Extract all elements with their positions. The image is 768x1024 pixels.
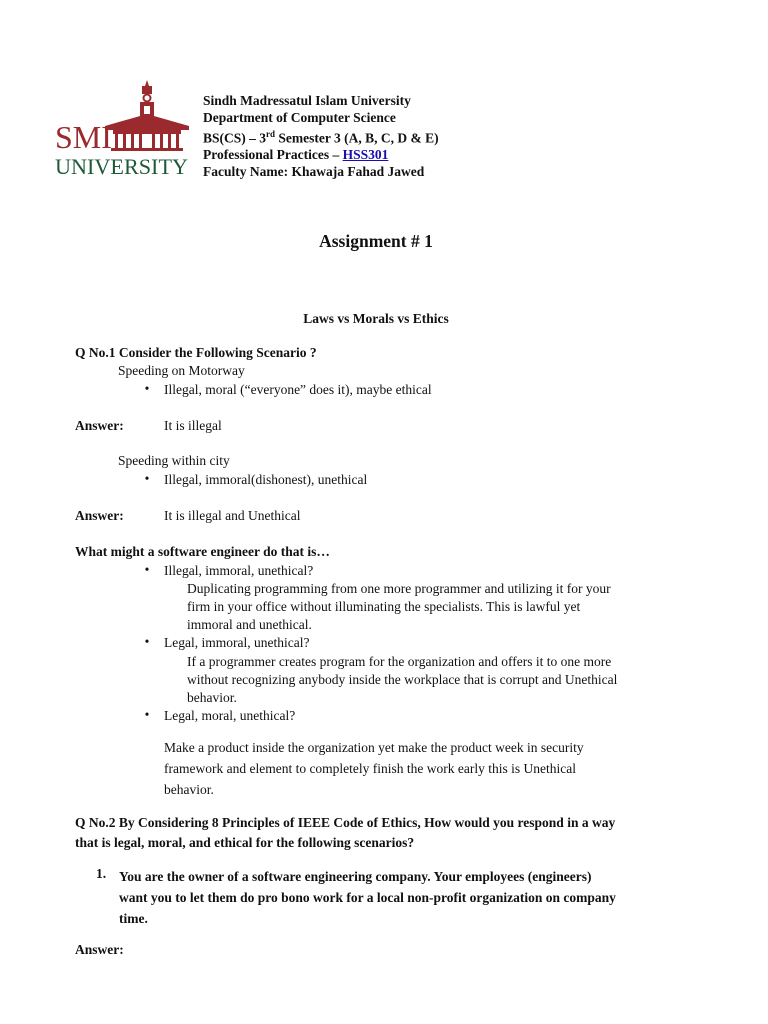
bullet-icon: • — [144, 707, 150, 722]
university-logo — [55, 78, 189, 176]
document-header — [203, 93, 439, 180]
se-item-label: Illegal, immoral, unethical? — [164, 563, 314, 578]
se-item-text: If a programmer creates program for the organization and offers it to one more without recognizing anybody inside the workplace that is corrupt and Unethical behavior. — [187, 654, 618, 705]
course-line: Professional Practices – HSS301 — [203, 147, 389, 162]
program-line: BS(CS) – 3rd Semester 3 (A, B, C, D & E) — [203, 129, 439, 146]
bullet-icon: • — [144, 471, 150, 486]
bullet-icon: • — [144, 381, 150, 396]
q1-bullet-2: Illegal, immoral(dishonest), unethical — [164, 472, 368, 487]
q1-scenario-1: Speeding on Motorway — [118, 363, 245, 378]
se-item-label: Legal, moral, unethical? — [164, 708, 296, 723]
q1-bullet-1: Illegal, moral (“everyone” does it), maybe ethical — [164, 382, 432, 397]
bullet-icon: • — [144, 562, 150, 577]
se-item-text: Duplicating programming from one more programmer and utilizing it for your firm in your office without illuminating the specialists. This is lawful yet immoral and unethical. — [187, 581, 611, 632]
q1-heading: Q No.1 Consider the Following Scenario ? — [75, 345, 317, 360]
answer-label: Answer: — [75, 418, 124, 433]
answer-label: Answer: — [75, 508, 124, 523]
se-item-label: Legal, immoral, unethical? — [164, 635, 310, 650]
q2-heading: Q No.2 By Considering 8 Principles of IEEE Code of Ethics, How would you respond in a way that is legal, moral, and ethical for the following scenarios? — [75, 815, 616, 850]
assignment-title: Assignment # 1 — [319, 231, 433, 251]
logo-text-university: UNIVERSITY — [55, 154, 189, 176]
q2-item-text: You are the owner of a software engineering company. Your employees (engineers) want you to let them do pro bono work for a local non-profit organization on company time. — [119, 869, 616, 926]
se-heading: What might a software engineer do that is… — [75, 544, 330, 559]
faculty-name: Faculty Name: Khawaja Fahad Jawed — [203, 163, 425, 179]
bullet-icon: • — [144, 634, 150, 649]
q2-item-number: 1. — [96, 866, 107, 881]
se-item-text: Make a product inside the organization yet make the product week in security framework and element to completely finish the work early this is Unethical behavior. — [164, 740, 584, 797]
q1-answer-1: It is illegal — [164, 418, 222, 433]
answer-label: Answer: — [75, 942, 124, 957]
q1-scenario-2: Speeding within city — [118, 453, 230, 468]
department-name: Department of Computer Science — [203, 109, 396, 125]
logo-text-smi: SMI — [55, 119, 112, 155]
q1-answer-2: It is illegal and Unethical — [164, 508, 301, 523]
assignment-subtitle: Laws vs Morals vs Ethics — [303, 311, 449, 326]
university-name: Sindh Madressatul Islam University — [203, 93, 411, 108]
course-code-link[interactable]: HSS301 — [342, 147, 389, 162]
